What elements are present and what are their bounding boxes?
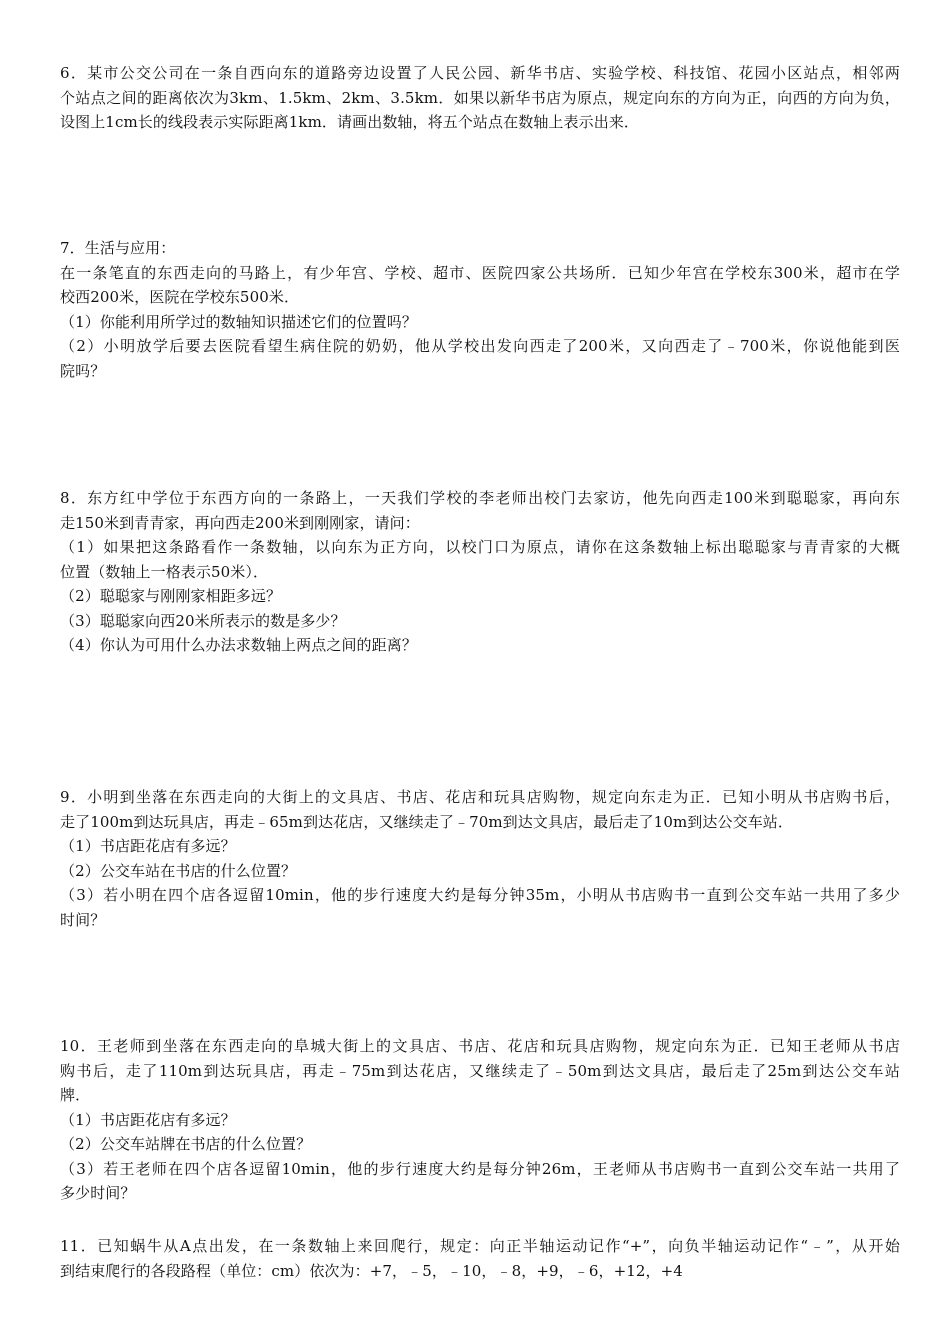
problem-8 bbox=[60, 486, 900, 658]
problem-8-line-5: （2）聪聪家与刚刚家相距多远？ bbox=[60, 587, 282, 605]
problem-10-line-4: （1）书店距花店有多远？ bbox=[60, 1110, 236, 1129]
problem-10-line-2: 购书后，走了110m到达玩具店，再走﹣75m到达花店，又继续走了﹣50m到达文具店，最后走了25m到达公交车站 bbox=[60, 1061, 900, 1080]
problem-6-line-1: 6．某市公交公司在一条自西向东的道路旁边设置了人民公园、新华书店、实验学校、科技馆、花园小区站点，相邻两 bbox=[60, 64, 900, 82]
problem-7 bbox=[60, 236, 900, 383]
problem-8-line-2: 走150米到青青家，再向西走200米到刚刚家，请问： bbox=[60, 513, 420, 532]
problem-9-line-1: 9．小明到坐落在东西走向的大街上的文具店、书店、花店和玩具店购物，规定向东走为正．已知小明从书店购书后， bbox=[60, 788, 900, 806]
problem-11-line-1: 11．已知蜗牛从A点出发，在一条数轴上来回爬行，规定：向正半轴运动记作“+”，向负半轴运动记作“﹣”，从开始 bbox=[60, 1237, 900, 1255]
problem-6-line-3: 设图上1cm长的线段表示实际距离1km．请画出数轴，将五个站点在数轴上表示出来． bbox=[60, 113, 640, 131]
problem-11-line-2: 到结束爬行的各段路程（单位：cm）依次为：+7，﹣5，﹣10，﹣8，+9，﹣6，+12，+4 bbox=[60, 1261, 683, 1280]
problem-10-line-3: 牌． bbox=[60, 1086, 91, 1104]
problem-8-line-6: （3）聪聪家向西20米所表示的数是多少？ bbox=[60, 611, 346, 630]
problem-9-line-3: （1）书店距花店有多远？ bbox=[60, 837, 236, 855]
problem-11 bbox=[60, 1234, 900, 1283]
problem-6 bbox=[60, 61, 900, 135]
problem-9-line-5: （3）若小明在四个店各逗留10min，他的步行速度大约是每分钟35m，小明从书店购书一直到公交车站一共用了多少 bbox=[60, 886, 900, 904]
problem-7-line-2: 在一条笔直的东西走向的马路上，有少年宫、学校、超市、医院四家公共场所．已知少年宫在学校东300米，超市在学 bbox=[60, 263, 900, 282]
problem-7-line-5: （2）小明放学后要去医院看望生病住院的奶奶，他从学校出发向西走了200米，又向西走了﹣700米，你说他能到医 bbox=[60, 337, 900, 355]
problem-7-line-4: （1）你能利用所学过的数轴知识描述它们的位置吗？ bbox=[60, 312, 417, 331]
problem-10 bbox=[60, 1034, 900, 1206]
problem-9-line-6: 时间？ bbox=[60, 910, 106, 929]
problem-8-line-3: （1）如果把这条路看作一条数轴，以向东为正方向，以校门口为原点，请你在这条数轴上标出聪聪家与青青家的大概 bbox=[60, 538, 900, 556]
problem-6-line-2: 个站点之间的距离依次为3km、1.5km、2km、3.5km．如果以新华书店为原点，规定向东的方向为正，向西的方向为负， bbox=[60, 88, 900, 107]
problem-10-line-5: （2）公交车站牌在书店的什么位置？ bbox=[60, 1135, 312, 1153]
problem-8-line-4: 位置（数轴上一格表示50米）． bbox=[60, 562, 269, 581]
problem-10-line-6: （3）若王老师在四个店各逗留10min，他的步行速度大约是每分钟26m，王老师从书店购书一直到公交车站一共用了 bbox=[60, 1159, 900, 1178]
problem-10-line-7: 多少时间？ bbox=[60, 1184, 136, 1202]
problem-7-line-1: 7．生活与应用： bbox=[60, 239, 176, 257]
problem-8-line-1: 8．东方红中学位于东西方向的一条路上，一天我们学校的李老师出校门去家访，他先向西走100米到聪聪家，再向东 bbox=[60, 489, 900, 507]
problem-10-line-1: 10．王老师到坐落在东西走向的阜城大街上的文具店、书店、花店和玩具店购物，规定向东为正．已知王老师从书店 bbox=[60, 1037, 900, 1055]
problem-8-line-7: （4）你认为可用什么办法求数轴上两点之间的距离？ bbox=[60, 636, 417, 654]
problem-9-line-4: （2）公交车站在书店的什么位置？ bbox=[60, 861, 297, 880]
problem-9 bbox=[60, 785, 900, 932]
problem-7-line-3: 校西200米，医院在学校东500米． bbox=[60, 288, 300, 306]
problem-9-line-2: 走了100m到达玩具店，再走﹣65m到达花店，又继续走了﹣70m到达文具店，最后走了10m到达公交车站． bbox=[60, 812, 793, 831]
problem-7-line-6: 院吗？ bbox=[60, 361, 106, 380]
